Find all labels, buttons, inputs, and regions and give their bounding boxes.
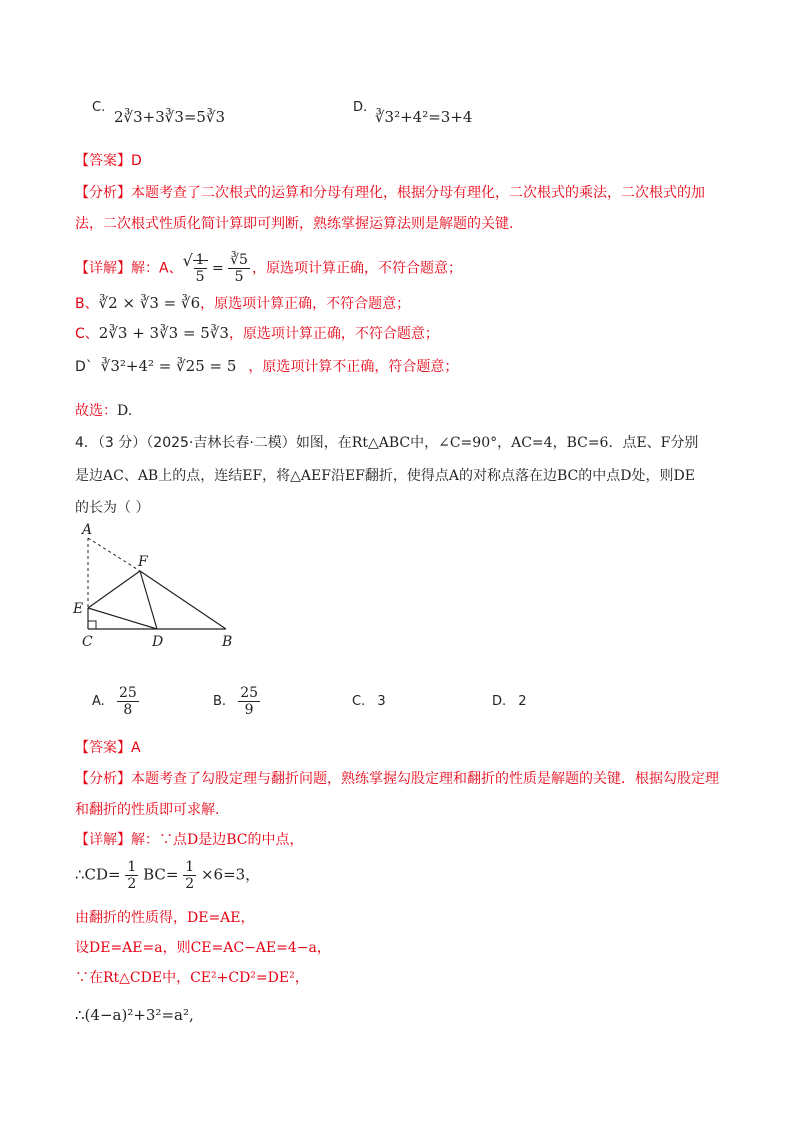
cd-mid: BC= [143,865,179,884]
detail-c-prefix: C、 [75,326,99,342]
q4-stem-2: 是边AC、AB上的点，连结EF，将△AEF沿EF翻折，使得点A的对称点落在边BC的中点D处，则DE [75,468,695,484]
detail-line-b [75,293,410,313]
q4-option-a[interactable] [92,686,139,717]
segment-ED [88,608,157,629]
detail-line-3-q4: 由翻折的性质得，DE=AE， [75,910,255,926]
q4-score: （3 分） [97,435,147,451]
answer-tag: 【答案】 [75,153,131,169]
half-fraction-1: $\frac{1}{2}$ [127,859,137,892]
label-B: B [222,634,233,650]
answer-line-q4 [75,737,141,757]
choose-prefix: 故选： [75,403,117,419]
choose-line-prev [75,400,132,420]
detail-a-note: ，原选项计算正确，不符合题意； [251,260,462,277]
detail-tag: 【详解】 [75,260,131,277]
cd-prefix: ∴CD= [75,865,121,884]
label-A: A [82,522,93,538]
q4-stem-1: 如图，在Rt△ABC中，∠C=90°，AC=4，BC=6．点E、F分别 [295,435,699,451]
option-b-label: B. [213,694,227,709]
cd-end: ×6=3， [200,865,261,884]
analysis-line-1-prev [75,182,705,202]
detail-line-1-q4 [75,829,303,849]
analysis-text: 本题考查了二次根式的运算和分母有理化，根据分母有理化，二次根式的乘法，二次根式的加 [131,185,705,201]
detail-d-expression: ∛3²+4² = ∛25 = 5 [100,357,237,375]
detail-tag-q4: 【详解】 [75,832,131,848]
right-angle-mark [88,621,96,629]
detail-b-expression: ∛2 × ∛3 = ∛6 [98,294,201,312]
option-c-label-q4: C. [352,694,366,709]
q4-line-1 [75,432,698,452]
option-b-numerator: 25 [240,685,259,701]
detail-a-expression: √ $\frac{1}{5}$ = $\frac{∛5}{5}$ [185,253,250,284]
answer-tag-q4: 【答案】 [75,740,131,756]
q4-option-b[interactable] [213,686,260,717]
analysis-text-q4: 本题考查了勾股定理与翻折问题，熟练掌握勾股定理和翻折的性质是解题的关键．根据勾股定理 [131,771,719,787]
segment-FD [140,571,157,629]
option-a-fraction [117,686,139,717]
option-b-fraction [238,686,260,717]
label-E: E [73,601,84,617]
segment-EF [88,571,140,608]
label-C: C [82,634,93,650]
q4-option-d[interactable] [492,694,527,709]
detail-d-note: ，原选项计算不正确，符合题意； [248,359,459,375]
option-d-expression: ∛3²+4²=3+4 [375,108,473,126]
detail-line-6-q4: ∴(4−a)²+3²=a², [75,1006,194,1024]
detail-line-a [75,253,462,284]
analysis-line-2-q4: 和翻折的性质即可求解. [75,802,220,818]
option-c-expression: 2∛3+3∛3=5∛3 [114,108,226,126]
option-d-label-q4: D. [492,694,507,709]
detail-line-d [75,356,458,376]
q4-number: 4． [75,435,98,451]
detail-line-c [75,323,439,343]
segment-AF-dashed [88,538,140,571]
detail-a-prefix: 解：A、 [131,260,183,277]
segment-FB [140,571,226,629]
option-d-label: D. [353,100,368,115]
label-F: F [138,554,148,570]
option-a-denominator: 8 [123,702,133,718]
detail-line-4-q4: 设DE=AE=a，则CE=AC−AE=4−a， [75,940,331,956]
answer-value: D [131,153,142,169]
q4-option-c[interactable] [352,694,386,709]
option-a-numerator: 25 [118,685,137,701]
analysis-tag-q4: 【分析】 [75,771,131,787]
label-D: D [152,634,164,650]
half-fraction-2: $\frac{1}{2}$ [185,859,195,892]
answer-line-prev [75,150,142,170]
detail-b-note: ，原选项计算正确，不符合题意； [200,296,411,312]
analysis-tag: 【分析】 [75,185,131,201]
option-a-label: A. [92,694,105,709]
option-d-value: 2 [518,694,527,709]
detail-b-prefix: B、 [75,296,99,312]
detail-line-2-q4 [75,860,260,891]
detail-d-prefix: D` [75,359,93,375]
analysis-line-2-prev: 法，二次根式性质化简计算即可判断，熟练掌握运算法则是解题的关键. [75,216,514,232]
triangle-figure [66,518,246,650]
choose-value: D. [117,403,133,419]
option-c-value: 3 [377,694,386,709]
detail-c-expression: 2∛3 + 3∛3 = 5∛3 [98,324,229,342]
detail-line-5-q4: ∵在Rt△CDE中，CE²+CD²=DE²， [75,970,309,986]
option-b-denominator: 9 [244,702,254,718]
analysis-line-1-q4 [75,768,719,788]
detail-c-note: ，原选项计算正确，不符合题意； [228,326,439,342]
detail-text-1-q4: 解：∵点D是边BC的中点， [131,832,304,848]
q4-source: （2025·吉林长春·二模） [146,435,296,451]
option-c-label: C. [92,100,106,115]
answer-value-q4: A [131,740,141,756]
q4-stem-3: 的长为（ ） [75,500,150,516]
